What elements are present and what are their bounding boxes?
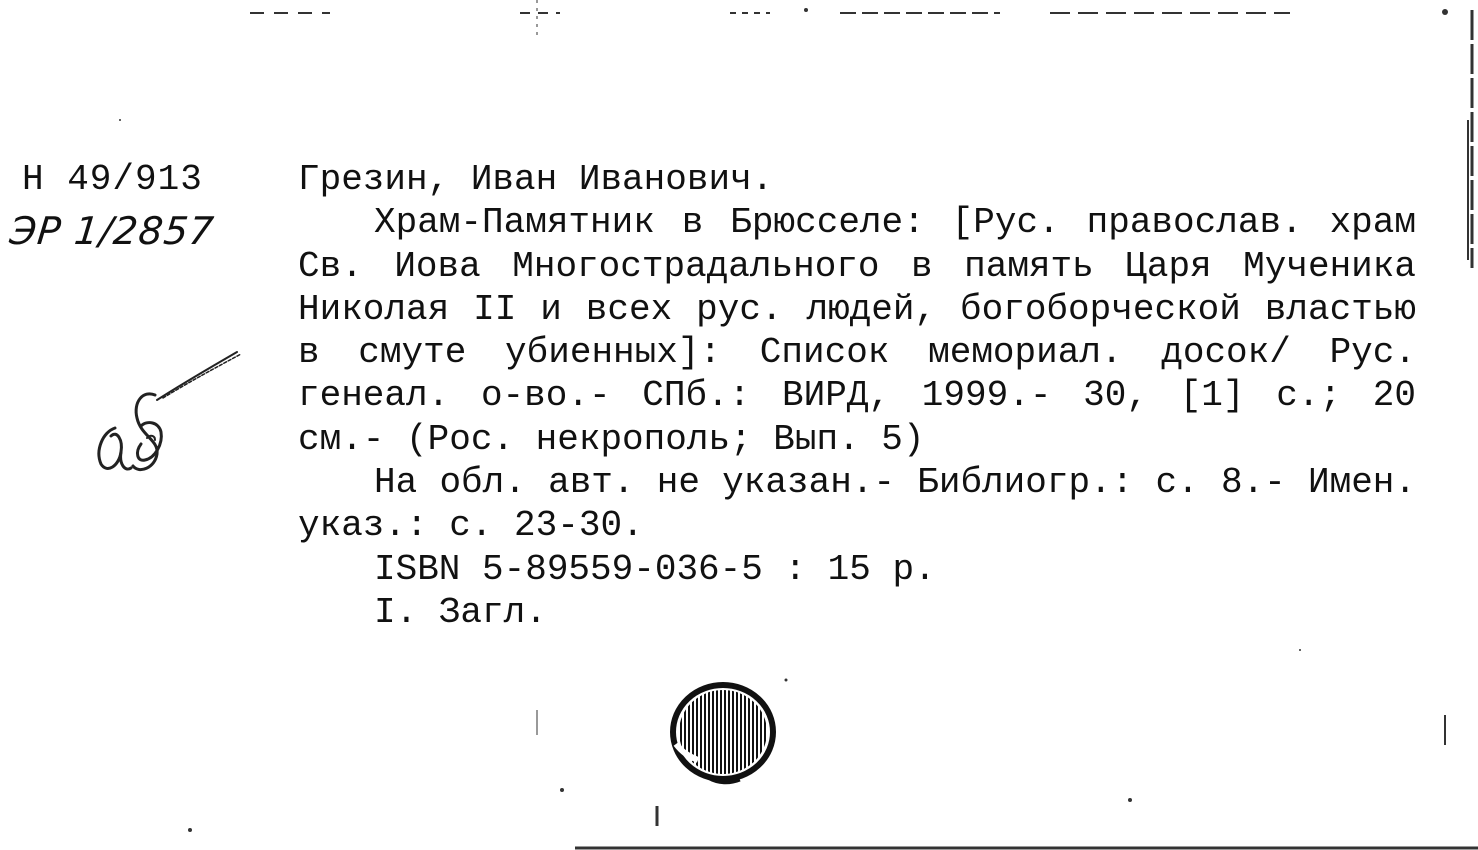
tracing-line: I. Загл.: [374, 591, 547, 633]
shelf-mark: Н 49/913: [22, 159, 203, 200]
bibliographic-entry: [298, 158, 1416, 634]
notes: На обл. авт. не указан.- Библиогр.: с. 8.- Имен. указ.: с. 23-30.: [298, 462, 1416, 547]
isbn-line: ISBN 5-89559-036-5 : 15 р.: [374, 548, 936, 590]
punch-hole: [668, 682, 778, 787]
handwritten-signature: [85, 340, 245, 480]
title-description: Храм-Памятник в Брюсселе: [Рус. православ. храм Св. Иова Многострадального в память Царя Мученика Николая II и всех рус. людей, богоборческой властью в смуте убиенных]: Список мемориал. досок/ Рус. генеал. о-во.- СПб.: ВИРД, 1999.- 30, [1] с.; 20 см.- (Рос. некрополь; Вып. 5): [298, 202, 1416, 460]
inventory-number: ЭР 1/2857: [7, 209, 217, 253]
author-heading: Грезин, Иван Иванович.: [298, 159, 774, 200]
